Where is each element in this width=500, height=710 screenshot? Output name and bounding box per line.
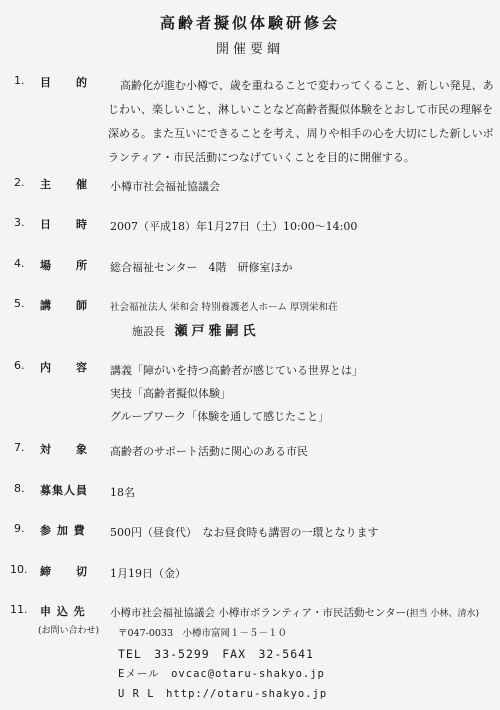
section-number: 4.	[14, 257, 25, 270]
section-label: 対 象	[40, 443, 88, 456]
application-tel-fax: TEL 33-5299 FAX 32-5641	[118, 647, 314, 661]
fee-text: 500円（昼食代） なお昼食時も講習の一環となります	[110, 526, 379, 539]
datetime-text: 2007（平成18）年1月27日（土）10:00～14:00	[110, 220, 358, 233]
target-text: 高齢者のサポート活動に関心のある市民	[110, 445, 308, 458]
document-subtitle: 開催要綱	[215, 42, 284, 57]
section-label: 締 切	[40, 565, 88, 578]
lecturer-name: 瀬戸雅嗣氏	[174, 324, 260, 339]
section-number: 7.	[14, 441, 25, 454]
lecturer-affiliation: 社会福祉法人 栄和会 特別養護老人ホーム 厚別栄和荘	[110, 302, 338, 313]
section-number: 9.	[14, 522, 25, 535]
application-organization: 小樽市社会福祉協議会 小樽市ボランティア・市民活動センター	[110, 607, 407, 619]
section-number: 6.	[14, 359, 25, 372]
section-label: 日 時	[40, 218, 88, 231]
section-label: 参 加 費	[40, 524, 86, 537]
contents-lecture: 講義「障がいを持つ高齢者が感じている世界とは」	[110, 364, 363, 377]
section-label: 募集人員	[40, 484, 88, 497]
contents-groupwork: グループワーク「体験を通して感じたこと」	[110, 410, 330, 423]
organizer-text: 小樽市社会福祉協議会	[110, 180, 220, 193]
inquiry-note: (お問い合わせ)	[38, 626, 100, 636]
section-number: 11.	[10, 603, 28, 616]
application-address: 〒047-0033 小樽市富岡１－５－１０	[118, 628, 288, 639]
section-number: 2.	[14, 176, 25, 189]
section-label: 目 的	[40, 76, 88, 89]
application-url[interactable]: U R L http://otaru-shakyo.jp	[118, 688, 328, 700]
application-contact-persons: (担当 小林、清水)	[406, 609, 479, 619]
section-label: 講 師	[40, 299, 88, 312]
section-number: 10.	[10, 563, 28, 576]
purpose-text: 高齢化が進む小樽で、歳を重ねることで変わってくること、新しい発見、あじわい、楽しいこと、淋しいことなど高齢者擬似体験をとおして市民の理解を深める。また互いにできることを考え、周りや相手の心を大切にした新しいボランティア・市民活動につなげていくことを目的に開催する。	[108, 79, 494, 164]
lecturer-title: 施設長	[132, 325, 165, 338]
document-title: 高齢者擬似体験研修会	[159, 14, 340, 32]
section-number: 5.	[14, 297, 25, 310]
section-number: 8.	[14, 482, 25, 495]
deadline-text: 1月19日（金）	[110, 567, 186, 580]
place-text: 総合福祉センター 4階 研修室ほか	[110, 261, 293, 274]
section-label: 申 込 先	[40, 605, 86, 618]
section-number: 1.	[14, 74, 25, 87]
section-label: 主 催	[40, 178, 88, 191]
capacity-text: 18名	[110, 486, 135, 499]
section-label: 場 所	[40, 259, 88, 272]
contents-practice: 実技「高齢者擬似体験」	[110, 387, 231, 400]
section-number: 3.	[14, 216, 25, 229]
application-email[interactable]: Eメール ovcac@otaru-shakyo.jp	[118, 668, 325, 680]
section-label: 内 容	[40, 361, 88, 374]
